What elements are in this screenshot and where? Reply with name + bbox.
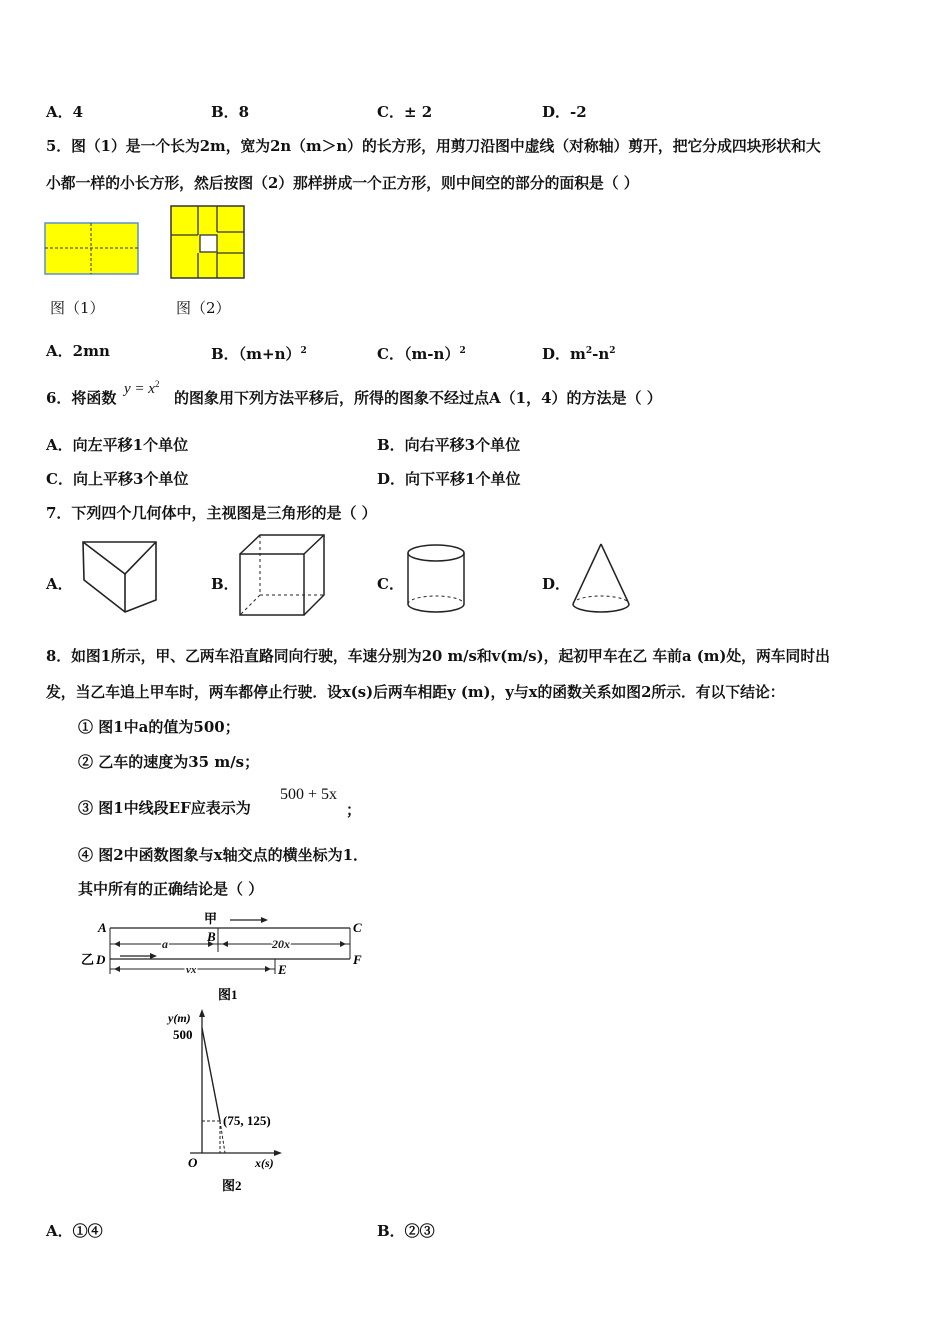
q5-option-d-exp2: 2 xyxy=(609,346,616,356)
q5-option-b-base: B．（m+n） xyxy=(211,345,301,363)
q8-fig1-jia: 甲 xyxy=(204,911,218,926)
q5-option-b xyxy=(211,341,307,364)
q8-fig1-yi: 乙 xyxy=(81,952,95,967)
q4-option-c: C．± 2 xyxy=(377,103,433,121)
q8-fig1-label-vx: vx xyxy=(186,964,197,976)
q5-option-b-exp: 2 xyxy=(300,346,307,356)
q8-fig2-origin: O xyxy=(188,1155,198,1170)
q7-cone xyxy=(570,542,632,616)
q8-figure-2 xyxy=(165,1008,290,1198)
q4-option-b: B．8 xyxy=(211,103,250,121)
q5-option-d-n: -n xyxy=(592,345,610,363)
q8-figure-1 xyxy=(80,908,380,1006)
q8-stem-line1: 8．如图1所示，甲、乙两车沿直路同向行驶，车速分别为20 m/s和v(m/s)，起初甲车在乙 车前a (m)处，两车同时出 xyxy=(46,648,830,665)
q8-fig1-point-b: B xyxy=(207,929,216,944)
q8-fig2-y500: 500 xyxy=(173,1027,193,1042)
q7-cube xyxy=(238,533,328,617)
q8-fig2-ylabel: y(m) xyxy=(168,1011,191,1025)
q5-option-d-exp1: 2 xyxy=(585,346,593,356)
q8-conclusion-4: ④ 图2中函数图象与x轴交点的横坐标为1． xyxy=(78,846,369,864)
q5-figure-2 xyxy=(170,205,246,279)
q8-question: 其中所有的正确结论是（ ） xyxy=(78,880,264,898)
q5-option-c xyxy=(377,341,466,364)
q6-option-d: D．向下平移1个单位 xyxy=(377,470,521,488)
q8-fig2-caption: 图2 xyxy=(222,1178,242,1193)
q8-conclusion-3-formula: 500 + 5x xyxy=(280,786,338,803)
q8-option-b: B．②③ xyxy=(377,1222,435,1240)
q6-formula-exp: 2 xyxy=(154,379,160,389)
q8-fig1-label-a: a xyxy=(162,937,168,951)
q6-formula-base: y = x xyxy=(124,381,155,397)
q6-option-a: A．向左平移1个单位 xyxy=(46,436,189,454)
q4-option-a: A．4 xyxy=(46,103,84,121)
q5-option-d xyxy=(542,341,616,364)
q5-option-d-m: D．m xyxy=(542,345,586,363)
q8-fig1-point-f: F xyxy=(353,952,362,967)
q8-fig1-label-20x: 20x xyxy=(272,937,290,951)
q8-fig1-caption: 图1 xyxy=(218,987,238,1002)
q5-option-c-exp: 2 xyxy=(459,346,466,356)
q7-cylinder xyxy=(405,543,467,615)
q5-fig2-caption: 图（2） xyxy=(176,299,231,317)
q8-conclusion-1: ① 图1中a的值为500； xyxy=(78,718,240,736)
q7-triangular-prism xyxy=(80,540,160,614)
q5-option-a: A．2mn xyxy=(46,342,110,360)
q4-option-d: D．-2 xyxy=(542,103,587,121)
q8-option-a: A．①④ xyxy=(46,1222,103,1240)
q7-label-b: B． xyxy=(211,575,239,593)
q5-option-c-base: C．（m-n） xyxy=(377,345,460,363)
q8-stem-line2: 发，当乙车追上甲车时，两车都停止行驶．设x(s)后两车相距y (m)，y与x的函数关系如图2所示．有以下结论： xyxy=(46,684,785,701)
q7-label-c: C． xyxy=(377,575,404,593)
q5-stem-line1: 5．图（1）是一个长为2m，宽为2n（m＞n）的长方形，用剪刀沿图中虚线（对称轴）剪开，把它分成四块形状和大 xyxy=(46,138,821,155)
q8-fig2-point-label: (75, 125) xyxy=(223,1113,271,1128)
q8-fig1-point-a: A xyxy=(98,920,107,935)
q8-fig1-point-e: E xyxy=(278,962,287,977)
q7-label-a: A． xyxy=(46,575,73,593)
q8-fig1-point-d: D xyxy=(96,952,106,967)
q8-fig2-xlabel: x(s) xyxy=(255,1156,274,1170)
q6-formula xyxy=(124,374,159,399)
q8-conclusion-2: ② 乙车的速度为35 m/s； xyxy=(78,753,260,771)
q5-fig1-caption: 图（1） xyxy=(50,299,105,317)
q6-stem-suffix: 的图象用下列方法平移后，所得的图象不经过点A（1，4）的方法是（ ） xyxy=(174,389,662,407)
q8-conclusion-3-suffix: ； xyxy=(346,801,362,819)
q6-option-c: C．向上平移3个单位 xyxy=(46,470,189,488)
q7-label-d: D． xyxy=(542,575,571,593)
q8-fig1-point-c: C xyxy=(353,920,362,935)
q5-figure-1 xyxy=(44,222,140,276)
q8-conclusion-3-prefix: ③ 图1中线段EF应表示为 xyxy=(78,799,251,817)
q5-stem-line2: 小都一样的小长方形，然后按图（2）那样拼成一个正方形，则中间空的部分的面积是（ ） xyxy=(46,175,639,192)
q6-option-b: B．向右平移3个单位 xyxy=(377,436,521,454)
q6-stem-prefix: 6．将函数 xyxy=(46,389,117,407)
q7-stem: 7．下列四个几何体中，主视图是三角形的是（ ） xyxy=(46,504,377,522)
